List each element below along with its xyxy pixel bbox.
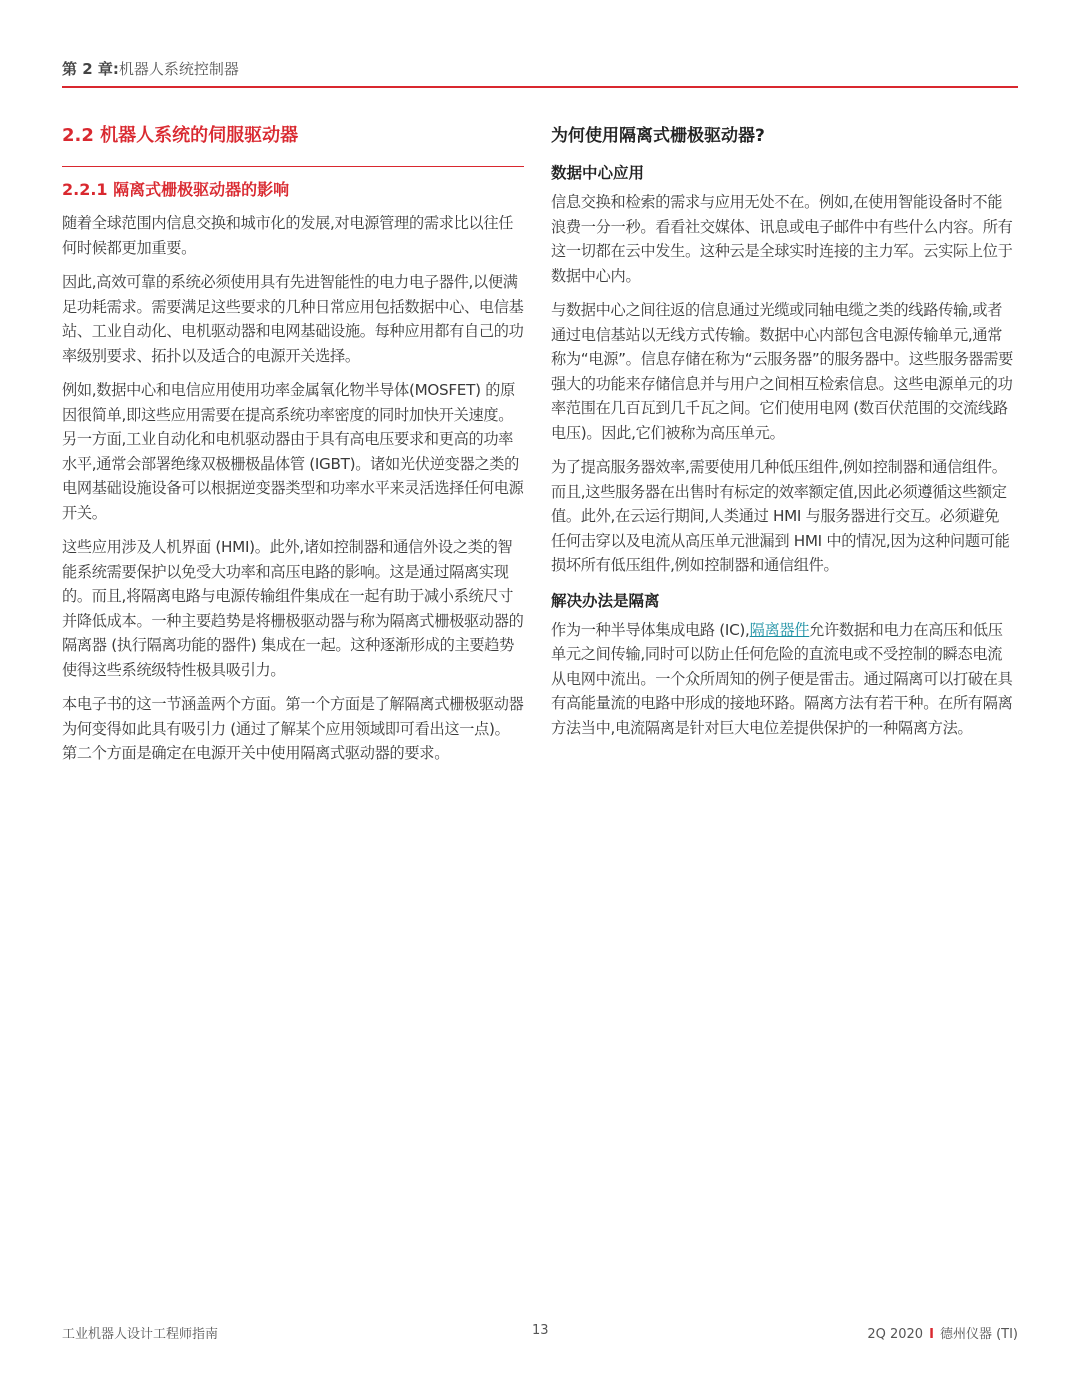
section-title: 2.2 机器人系统的伺服驱动器: [62, 125, 299, 146]
text-after-link: 允许数据和电力在高压和低压单元之间传输,同时可以防止任何危险的直流电或不受控制的瞬态电流从电网中流出。一个众所周知的例子便是雷击。通过隔离可以打破在具有高能量流的电路中形成的接地环路。隔离方法有若干种。在所有隔离方法当中,电流隔离是针对巨大电位差提供保护的一种隔离方法。: [551, 620, 1013, 737]
subhead-solution: 解决办法是隔离: [551, 591, 660, 610]
subsection-title: 2.2.1 隔离式栅极驱动器的影响: [62, 180, 290, 199]
footer-right: [867, 1323, 1018, 1342]
paragraph-with-link: [551, 618, 1013, 741]
paragraph: 与数据中心之间往返的信息通过光缆或同轴电缆之类的线路传输,或者通过电信基站以无线方式传输。数据中心内部包含电源传输单元,通常称为“电源”。信息存储在称为“云服务器”的服务器中。这些服务器需要强大的功能来存储信息并与用户之间相互检索信息。这些电源单元的功率范围在几百瓦到几千瓦之间。它们使用电网 (数百伏范围的交流线路电压)。因此,它们被称为高压单元。: [551, 301, 1014, 442]
footer-date: 2Q 2020: [867, 1327, 924, 1342]
paragraph: 这些应用涉及人机界面 (HMI)。此外,诸如控制器和通信外设之类的智能系统需要保护以免受大功率和高压电路的影响。这是通过隔离实现的。而且,将隔离电路与电源传输组件集成在一起有助于减小系统尺寸并降低成本。一种主要趋势是将栅极驱动器与称为隔离式栅极驱动器的隔离器 (执行隔离功能的器件) 集成在一起。这种逐渐形成的主要趋势使得这些系统级特性极具吸引力。: [62, 538, 524, 679]
section-divider: [62, 166, 524, 167]
text-before-link: 作为一种半导体集成电路 (IC),: [551, 620, 750, 639]
header-divider: [62, 86, 1018, 88]
isolation-device-link[interactable]: 隔离器件: [749, 620, 810, 639]
paragraph: 本电子书的这一节涵盖两个方面。第一个方面是了解隔离式栅极驱动器为何变得如此具有吸引力 (通过了解某个应用领域即可看出这一点)。第二个方面是确定在电源开关中使用隔离式驱动器的要求。: [62, 695, 524, 762]
right-heading: 为何使用隔离式栅极驱动器?: [551, 126, 765, 146]
footer-separator: I: [929, 1327, 934, 1342]
page-number: 13: [532, 1323, 549, 1338]
chapter-number: 第 2 章:: [62, 60, 119, 78]
paragraph: 信息交换和检索的需求与应用无处不在。例如,在使用智能设备时不能浪费一分一秒。看看社交媒体、讯息或电子邮件中有些什么内容。所有这一切都在云中发生。这种云是全球实时连接的主力军。云实际上位于数据中心内。: [551, 193, 1013, 285]
page-footer: [62, 1323, 1018, 1343]
right-column: [551, 120, 1013, 750]
paragraph: 为了提高服务器效率,需要使用几种低压组件,例如控制器和通信组件。而且,这些服务器在出售时有标定的效率额定值,因此必须遵循这些额定值。此外,在云运行期间,人类通过 HMI 与服务器进行交互。必须避免任何击穿以及电流从高压单元泄漏到 HMI 中的情况,因为这种问题可能损坏所有低压组件,例如控制器和通信组件。: [551, 458, 1010, 574]
subhead-data-center: 数据中心应用: [551, 164, 645, 182]
paragraph: 因此,高效可靠的系统必须使用具有先进智能性的电力电子器件,以便满足功耗需求。需要满足这些要求的几种日常应用包括数据中心、电信基站、工业自动化、电机驱动器和电网基础设施。每种应用都有自己的功率级别要求、拓扑以及适合的电源开关选择。: [62, 273, 524, 365]
footer-company: 德州仪器 (TI): [939, 1327, 1018, 1342]
left-column: [62, 120, 524, 776]
paragraph: 随着全球范围内信息交换和城市化的发展,对电源管理的需求比以往任何时候都更加重要。: [62, 214, 514, 257]
paragraph: 例如,数据中心和电信应用使用功率金属氧化物半导体(MOSFET) 的原因很简单,即这些应用需要在提高系统功率密度的同时加快开关速度。另一方面,工业自动化和电机驱动器由于具有高电压要求和更高的功率水平,通常会部署绝缘双极栅极晶体管 (IGBT)。诸如光伏逆变器之类的电网基础设施设备可以根据逆变器类型和功率水平来灵活选择任何电源开关。: [62, 381, 524, 522]
page-header: [62, 58, 1018, 79]
footer-guide-title: 工业机器人设计工程师指南: [62, 1327, 219, 1342]
chapter-title: 机器人系统控制器: [118, 60, 239, 78]
